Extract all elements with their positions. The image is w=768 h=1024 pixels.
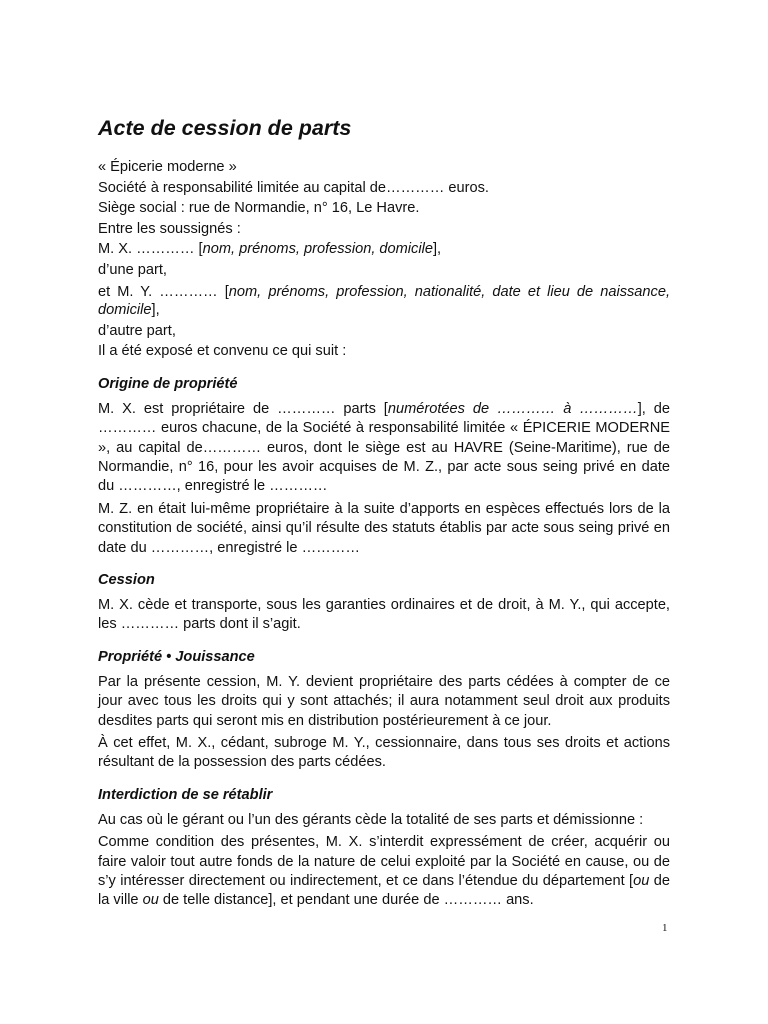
cession-paragraph-1: M. X. cède et transporte, sous les garanties ordinaires et de droit, à M. Y., qui accepte, les ………… parts dont il s’agit. [98,597,670,633]
interdiction-p2-or-2: ou [142,892,159,909]
between-parties: Entre les soussignés : [98,220,241,237]
party-y [98,283,670,319]
page-number: 1 [662,922,668,934]
document-page [98,114,670,911]
propriete-paragraph-1: Par la présente cession, M. Y. devient propriétaire des parts cédées à compter de ce jour avec tous les droits qui y sont attachés; il aura notamment seul droit aux produits desdites parts qui seront mis en distribution postérieurement à ce jour. [98,673,670,729]
party-x [98,239,670,260]
company-name: « Épicerie moderne » [98,159,237,175]
party-x-suffix: ], [432,241,442,258]
party-y-details: nom, prénoms, profession, nationalité, date et lieu de naissance, domicile [98,283,670,318]
party-y-suffix: ], [151,301,160,318]
origin-p1-pre: M. X. est propriétaire de ………… parts [ [98,400,388,417]
first-part: d’une part, [98,261,167,278]
origin-p1-numbering: numérotées de ………… à ………… [387,400,638,417]
interdiction-p2-or-1: ou [633,873,650,890]
document-title: Acte de cession de parts [98,116,352,140]
section-heading-propriete: Propriété • Jouissance [98,648,255,665]
party-x-prefix: M. X. ………… [ [98,241,203,258]
section-heading-cession: Cession [98,572,155,588]
company-type: Société à responsabilité limitée au capital de………… euros. [98,179,489,196]
agreement-intro: Il a été exposé et convenu ce qui suit : [98,343,347,360]
interdiction-paragraph-1: Au cas où le gérant ou l’un des gérants cède la totalité de ses parts et démissionne : [98,811,644,828]
interdiction-p2-mid: de la ville [98,873,670,909]
interdiction-paragraph-2 [98,833,670,911]
other-part: d’autre part, [98,322,176,339]
section-heading-origin: Origine de propriété [98,375,238,392]
section-heading-interdiction: Interdiction de se rétablir [98,786,273,803]
origin-paragraph-2: M. Z. en était lui-même propriétaire à la suite d’apports en espèces effectués lors de la constitution de société, ainsi qu’il résulte des statuts établis par acte sous seing privé en date du …………, enregistré le ………… [98,500,670,556]
party-y-prefix: et M. Y. ………… [ [98,283,229,300]
party-x-details: nom, prénoms, profession, domicile [202,241,433,258]
interdiction-p2-post: de telle distance], et pendant une durée de ………… ans. [158,892,534,909]
origin-paragraph-1 [98,400,670,497]
head-office: Siège social : rue de Normandie, n° 16, Le Havre. [98,200,420,217]
propriete-paragraph-2: À cet effet, M. X., cédant, subroge M. Y., cessionnaire, dans tous ses droits et actions résultant de la possession des parts cédées. [98,735,670,771]
interdiction-p2-pre: Comme condition des présentes, M. X. s’interdit expressément de créer, acquérir ou faire valoir tout autre fonds de la nature de celui exploité par la Société en cause, ou de s’y intéresser directement ou indirectement, et ce dans l’étendue du département [ [98,834,670,890]
origin-p1-post: ], de ………… euros chacune, de la Société à responsabilité limitée « ÉPICERIE MODERNE », au capital de………… euros, dont le siège est au HAVRE (Seine-Maritime), rue de Normandie, n° 16, pour les avoir acquises de M. Z., par acte sous seing privé en date du …………, enregistré le ………… [98,400,670,495]
